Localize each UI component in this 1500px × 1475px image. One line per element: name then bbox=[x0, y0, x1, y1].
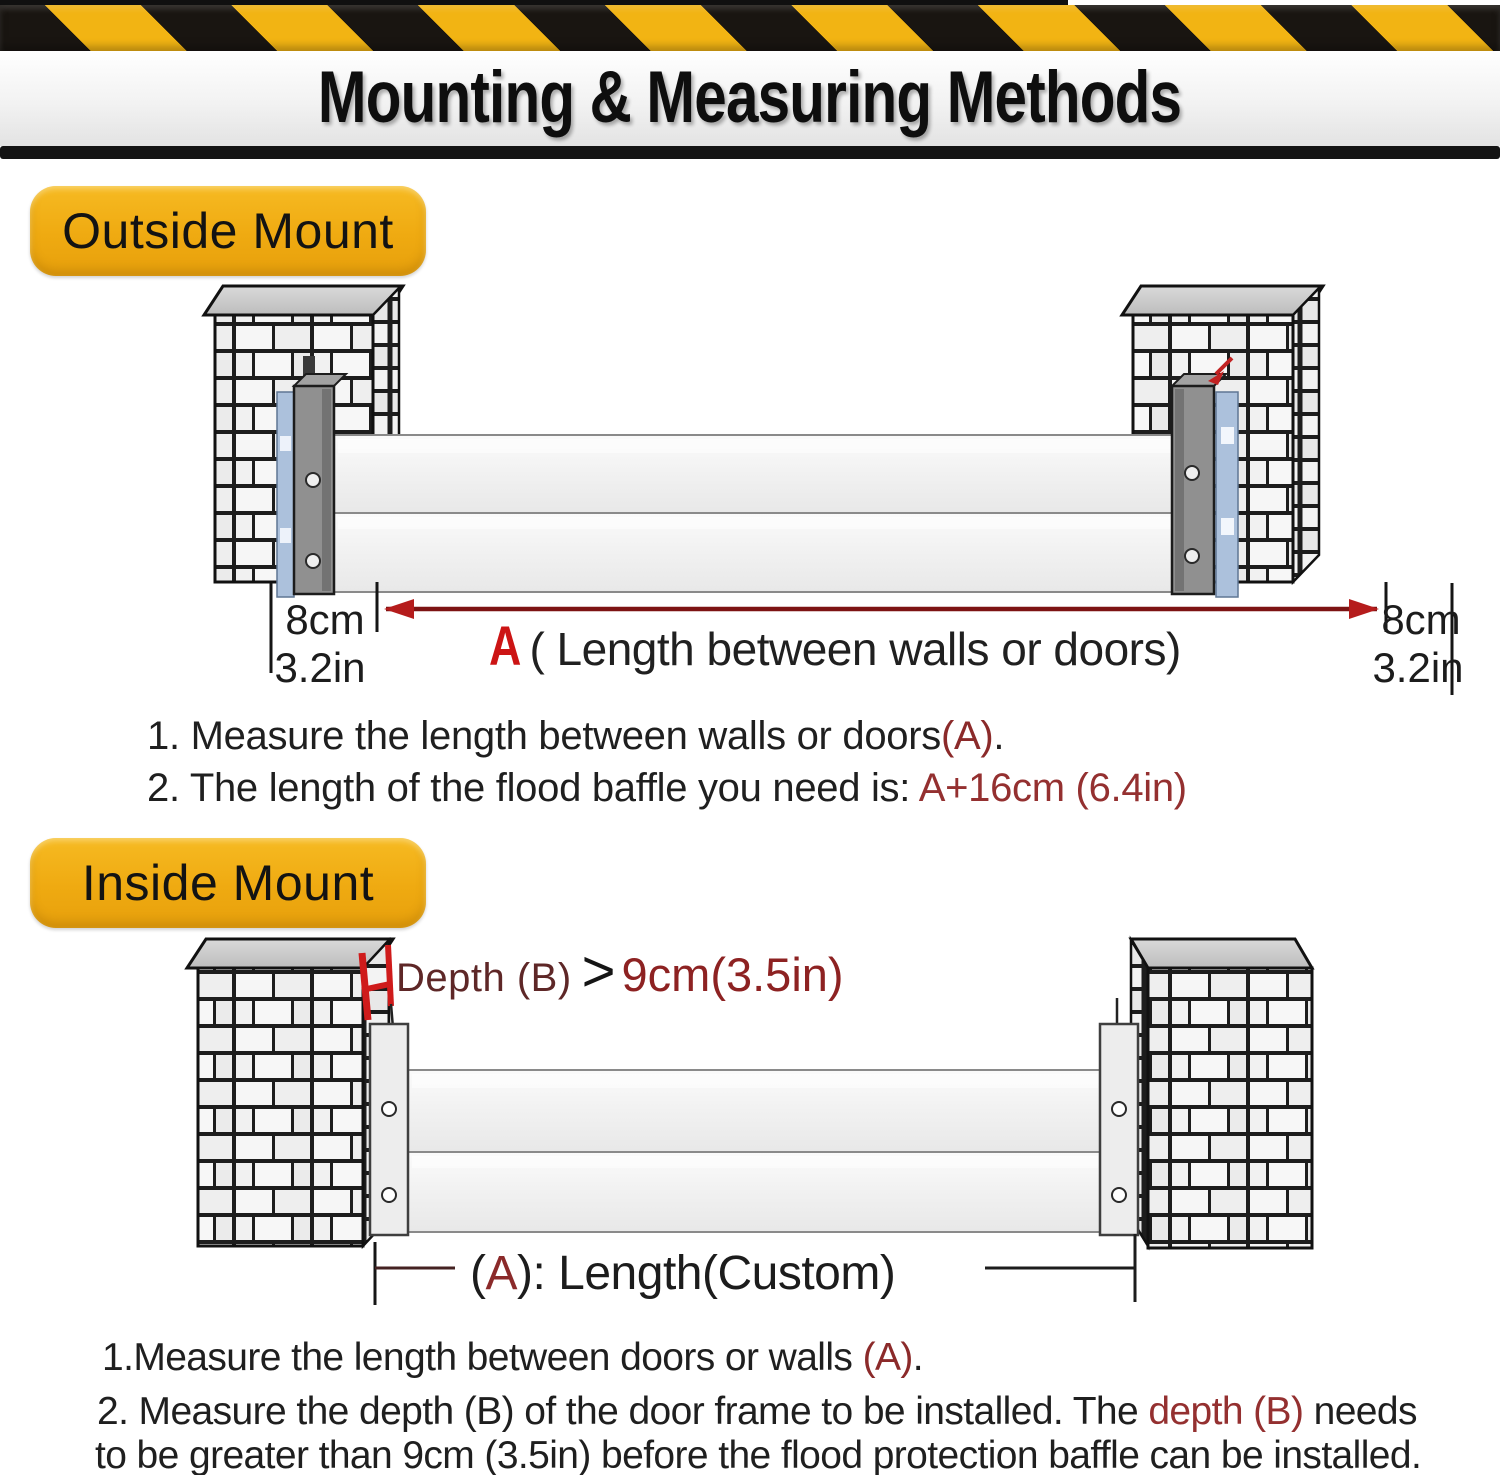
inside-step1-text: 1.Measure the length between doors or walls bbox=[102, 1336, 863, 1379]
left-mount-plate bbox=[370, 1024, 408, 1235]
outside-step2-text: 2. The length of the flood baffle you need is: bbox=[147, 766, 919, 810]
outside-step1-text: 1. Measure the length between walls or doors bbox=[147, 714, 941, 758]
inside-step2-suffix: needs bbox=[1303, 1390, 1417, 1433]
length-rest-text: ): Length(Custom) bbox=[517, 1247, 896, 1300]
depth-label-text: Depth (B) bbox=[396, 956, 572, 1000]
flood-barrier-boards bbox=[334, 435, 1176, 592]
right-offset-cm: 8cm bbox=[1381, 596, 1461, 643]
dimension-text: ( Length between walls or doors) bbox=[529, 623, 1181, 675]
inside-mount-label: Inside Mount bbox=[81, 855, 375, 911]
page-title-text: Mounting & Measuring Methods bbox=[318, 57, 1182, 138]
greater-than-sign: > bbox=[581, 939, 616, 1004]
inside-step-2-line-1 bbox=[97, 1390, 1417, 1434]
length-open-paren: ( bbox=[470, 1247, 486, 1300]
flood-barrier-boards-inside bbox=[408, 1070, 1102, 1232]
outside-mount-label: Outside Mount bbox=[62, 203, 394, 259]
outside-step1-highlight: (A) bbox=[940, 714, 994, 758]
right-brick-pillar-inside bbox=[1131, 939, 1312, 1248]
length-dimension-label bbox=[489, 613, 1181, 678]
inside-step2-text: 2. Measure the depth (B) of the door frame to be installed. The bbox=[97, 1390, 1149, 1433]
length-custom-label bbox=[470, 1246, 895, 1301]
depth-requirement-label bbox=[396, 938, 844, 1005]
dimension-letter-a: A bbox=[489, 614, 522, 677]
inside-step1-period: . bbox=[912, 1336, 923, 1379]
inside-step-2-line-2: to be greater than 9cm (3.5in) before the flood protection baffle can be installed. bbox=[95, 1434, 1422, 1475]
outside-step-2 bbox=[147, 766, 1187, 811]
outside-step-1 bbox=[147, 714, 1004, 759]
inside-step2-highlight: depth (B) bbox=[1148, 1390, 1304, 1433]
right-mount-plate bbox=[1100, 998, 1138, 1235]
inside-step1-highlight: (A) bbox=[862, 1336, 913, 1379]
right-offset-in: 3.2in bbox=[1372, 644, 1464, 691]
outside-step2-highlight: A+16cm (6.4in) bbox=[918, 766, 1187, 810]
depth-value-text: 9cm(3.5in) bbox=[621, 948, 844, 1001]
left-offset-in: 3.2in bbox=[274, 644, 366, 691]
right-mount-channel bbox=[1172, 358, 1238, 597]
inside-step-1 bbox=[102, 1336, 923, 1380]
left-offset-cm: 8cm bbox=[285, 596, 365, 643]
length-letter-a: A bbox=[485, 1247, 517, 1300]
outside-step1-period: . bbox=[993, 714, 1005, 758]
